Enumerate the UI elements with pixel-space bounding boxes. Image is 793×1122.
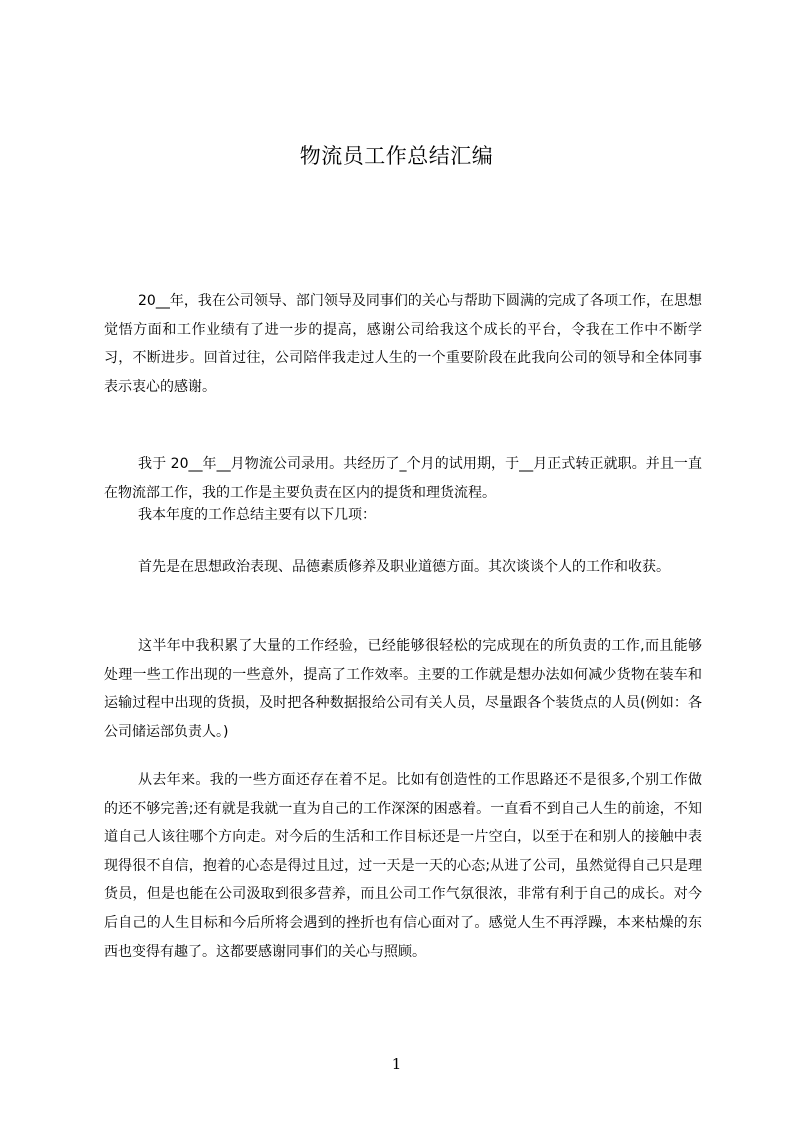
paragraph-summary-lead: 我本年度的工作总结主要有以下几项： (138, 507, 376, 523)
paragraph-employment: 我于 20__年__月物流公司录用。共经历了_个月的试用期，于__月正式转正就职。并且一直在物流部工作，我的工作是主要负责在区内的提货和理货流程。 (104, 456, 702, 501)
document-title: 物流员工作总结汇编 (299, 144, 494, 168)
paragraph-experience: 这半年中我积累了大量的工作经验，已经能够很轻松的完成现在的所负责的工作,而且能够处理一些工作出现的一些意外，提高了工作效率。主要的工作就是想办法如何减少货物在装车和运输过程中出现的货损，及时把各种数据报给公司有关人员，尽量跟各个装货点的人员(例如：各公司储运部负责人。) (104, 638, 702, 740)
paragraph-shortcomings: 从去年来。我的一些方面还存在着不足。比如有创造性的工作思路还不是很多,个别工作做的还不够完善;还有就是我就一直为自己的工作深深的困惑着。一直看不到自己人生的前途，不知道自己人该往哪个方向走。对今后的生活和工作目标还是一片空白，以至于在和别人的接触中表现得很不自信，抱着的心态是得过且过，过一天是一天的心态;从进了公司，虽然觉得自己只是理货员，但是也能在公司汲取到很多营养，而且公司工作气氛很浓，非常有利于自己的成长。对今后自己的人生目标和今后所将会遇到的挫折也有信心面对了。感觉人生不再浮躁，本来枯燥的东西也变得有趣了。这都要感谢同事们的关心与照顾。 (104, 772, 702, 960)
paragraph-ideology: 首先是在思想政治表现、品德素质修养及职业道德方面。其次谈谈个人的工作和收获。 (138, 559, 670, 575)
page-number: 1 (391, 1055, 402, 1073)
paragraph-intro: 20__年，我在公司领导、部门领导及同事们的关心与帮助下圆满的完成了各项工作，在思想觉悟方面和工作业绩有了进一步的提高，感谢公司给我这个成长的平台，令我在工作中不断学习，不断进步。回首过往，公司陪伴我走过人生的一个重要阶段在此我向公司的领导和全体同事表示衷心的感谢。 (104, 293, 702, 395)
